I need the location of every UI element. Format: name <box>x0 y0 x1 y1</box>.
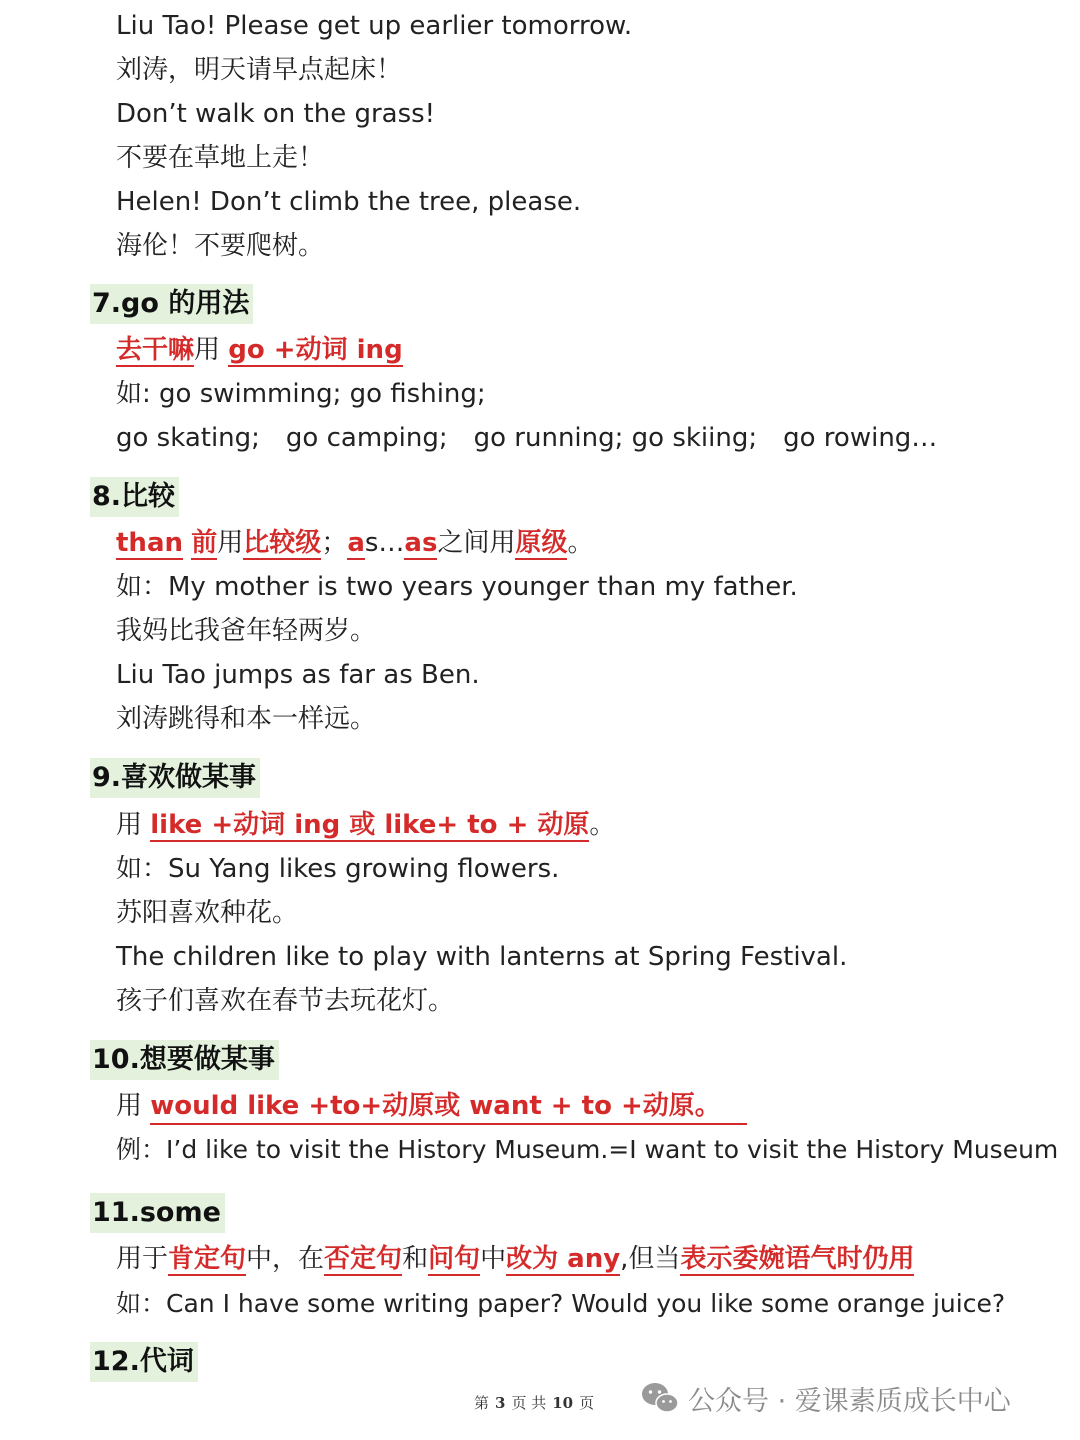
rule-highlight: 表示委婉语气时仍用 <box>680 1244 915 1274</box>
section-10-rule <box>116 1089 747 1125</box>
rule-highlight: 前 <box>191 528 218 558</box>
rule-text: 中，在 <box>246 1244 325 1274</box>
rule-text: 用 <box>116 810 151 840</box>
intro-line-3: Don’t walk on the grass! <box>116 99 436 129</box>
rule-text: ,但当 <box>620 1244 681 1274</box>
rule-highlight: 改为 any <box>506 1244 621 1274</box>
rule-text: 用 <box>116 1091 151 1121</box>
total-pages: 10 <box>552 1394 574 1412</box>
rule-highlight: like +动词 ing 或 like+ to + 动原 <box>150 810 590 840</box>
page-middle: 页 共 <box>511 1394 547 1412</box>
rule-highlight: 否定句 <box>324 1244 403 1274</box>
rule-text: 用 <box>194 335 229 365</box>
rule-text: 。 <box>589 810 616 840</box>
rule-text: 用于 <box>116 1244 169 1274</box>
intro-line-5: Helen! Don’t climb the tree, please. <box>116 187 582 217</box>
rule-highlight: 肯定句 <box>168 1244 247 1274</box>
section-9-rule <box>116 808 615 842</box>
section-11-heading: 11.some <box>90 1193 225 1233</box>
watermark-text: 公众号 · 爱课素质成长中心 <box>688 1385 1011 1417</box>
section-11-line-1: 如：Can I have some writing paper? Would you like some orange juice? <box>116 1289 1006 1318</box>
section-8-line-1: 如：My mother is two years younger than my father. <box>116 572 798 602</box>
section-12-heading: 12.代词 <box>90 1342 198 1382</box>
section-8-heading: 8.比较 <box>90 477 179 517</box>
section-8-line-2: 我妈比我爸年轻两岁。 <box>116 616 377 646</box>
rule-highlight: 去干嘛 <box>116 335 195 365</box>
intro-line-1: Liu Tao! Please get up earlier tomorrow. <box>116 11 633 41</box>
current-page: 3 <box>495 1394 506 1412</box>
section-7-example-2 <box>116 421 937 455</box>
rule-text: ； <box>321 528 348 558</box>
rule-highlight: as <box>404 528 438 558</box>
rule-text: 用 <box>217 528 244 558</box>
watermark <box>640 1378 1011 1418</box>
section-10-heading: 10.想要做某事 <box>90 1040 279 1080</box>
section-9-line-4: 孩子们喜欢在春节去玩花灯。 <box>116 986 455 1016</box>
intro-line-4: 不要在草地上走！ <box>116 143 325 173</box>
rule-text: 中 <box>480 1244 507 1274</box>
rule-text: 。 <box>567 528 594 558</box>
section-9-line-3: The children like to play with lanterns at Spring Festival. <box>116 942 848 972</box>
example-item: go running; go skiing; <box>473 423 758 453</box>
rule-highlight: would like +to+动原或 want + to +动原。 <box>150 1089 747 1125</box>
rule-text: 之间用 <box>437 528 516 558</box>
section-8-rule <box>116 526 594 560</box>
rule-text: s… <box>364 528 405 558</box>
rule-highlight: 原级 <box>515 528 568 558</box>
page-number <box>474 1392 594 1413</box>
intro-line-2: 刘涛，明天请早点起床！ <box>116 55 403 85</box>
rule-text: 和 <box>402 1244 429 1274</box>
section-7-example-1: 如: go swimming; go fishing; <box>116 379 486 409</box>
example-item: go camping; <box>285 423 448 453</box>
page-suffix: 页 <box>579 1394 595 1412</box>
section-7-heading: 7.go 的用法 <box>90 284 253 324</box>
page-prefix: 第 <box>474 1394 490 1412</box>
rule-highlight: 问句 <box>428 1244 481 1274</box>
section-9-heading: 9.喜欢做某事 <box>90 758 260 798</box>
section-9-line-2: 苏阳喜欢种花。 <box>116 898 299 928</box>
section-8-line-3: Liu Tao jumps as far as Ben. <box>116 660 480 690</box>
wechat-icon <box>640 1381 680 1415</box>
rule-highlight: than <box>116 528 183 558</box>
section-11-rule <box>116 1242 914 1276</box>
section-7-rule <box>116 333 403 367</box>
section-10-line-1: 例：I’d like to visit the History Museum.=I want to visit the History Museum <box>116 1135 1059 1164</box>
rule-highlight: a <box>347 528 365 558</box>
intro-line-6: 海伦！不要爬树。 <box>116 231 325 261</box>
rule-highlight: go +动词 ing <box>228 335 403 365</box>
example-item: go rowing… <box>783 423 938 453</box>
example-item: go skating; <box>116 423 260 453</box>
rule-highlight: 比较级 <box>243 528 322 558</box>
section-8-line-4: 刘涛跳得和本一样远。 <box>116 704 377 734</box>
section-9-line-1: 如：Su Yang likes growing flowers. <box>116 854 560 884</box>
